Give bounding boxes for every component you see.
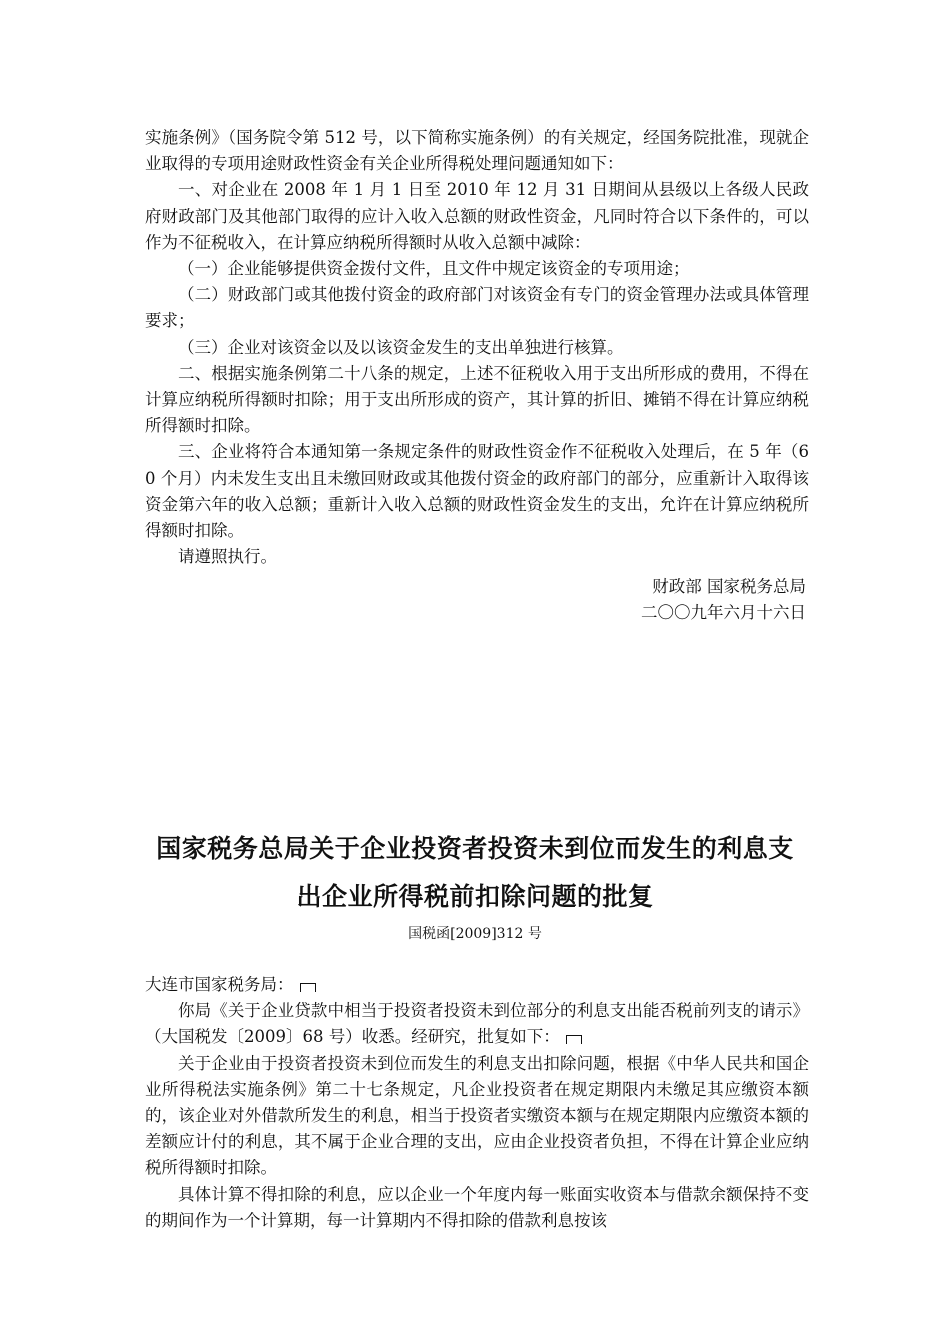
reply-paragraph-1	[145, 998, 809, 1050]
reply-paragraph-3: 具体计算不得扣除的利息，应以企业一个年度内每一账面实收资本与借款余额保持不变的期间作为一个计算期，每一计算期内不得扣除的借款利息按该	[145, 1184, 809, 1230]
notice-paragraph-4: （三）企业对该资金以及以该资金发生的支出单独进行核算。	[178, 337, 624, 357]
reply-paragraph-0-text: 大连市国家税务局：	[145, 975, 294, 994]
reply-paragraph-0	[145, 972, 809, 998]
paragraph-mark-icon	[566, 1035, 582, 1044]
signature-organization: 财政部 国家税务总局	[652, 577, 806, 596]
notice-paragraph-6: 三、企业将符合本通知第一条规定条件的财政性资金作不征税收入处理后，在 5 年（60 个月）内未发生支出且未缴回财政或其他拨付资金的政府部门的部分，应重新计入取得该资金第六年的收入总额；重新计入收入总额的财政性资金发生的支出，允许在计算应纳税所得额时扣除。	[145, 442, 809, 541]
document-number: 国税函[2009]312 号	[408, 926, 542, 942]
notice-paragraph-2: （一）企业能够提供资金拨付文件，且文件中规定该资金的专项用途；	[178, 259, 690, 279]
notice-paragraph-7: 请遵照执行。	[178, 547, 277, 567]
notice-paragraph-3: （二）财政部门或其他拨付资金的政府部门对该资金有专门的资金管理办法或具体管理要求；	[145, 285, 809, 331]
paragraph-mark-icon	[300, 983, 316, 992]
reply-body	[145, 972, 809, 1234]
signature-date: 二〇〇九年六月十六日	[641, 603, 806, 622]
notice-body	[145, 125, 809, 570]
notice-paragraph-5: 二、根据实施条例第二十八条的规定，上述不征税收入用于支出所形成的费用，不得在计算应纳税所得额时扣除；用于支出所形成的资产，其计算的折旧、摊销不得在计算应纳税所得额时扣除。	[145, 363, 809, 436]
notice-paragraph-1: 一、对企业在 2008 年 1 月 1 日至 2010 年 12 月 31 日期间从县级以上各级人民政府财政部门及其他部门取得的应计入收入总额的财政性资金，凡同时符合以下条件的，可以作为不征税收入，在计算应纳税所得额时从收入总额中减除：	[145, 180, 809, 252]
reply-title-line-2: 出企业所得税前扣除问题的批复	[296, 882, 654, 911]
reply-paragraph-2: 关于企业由于投资者投资未到位而发生的利息支出扣除问题，根据《中华人民共和国企业所得税法实施条例》第二十七条规定，凡企业投资者在规定期限内未缴足其应缴资本额的，该企业对外借款所发生的利息，相当于投资者实缴资本额与在规定期限内应缴资本额的差额应计付的利息，其不属于企业合理的支出，应由企业投资者负担，不得在计算企业应纳税所得额时扣除。	[145, 1053, 809, 1178]
reply-title-line-1: 国家税务总局关于企业投资者投资未到位而发生的利息支	[156, 834, 794, 863]
reply-paragraph-1-text: 你局《关于企业贷款中相当于投资者投资未到位部分的利息支出能否税前列支的请示》（大国税发〔2009〕68 号）收悉。经研究，批复如下：	[145, 1001, 809, 1047]
notice-paragraph-0: 实施条例》（国务院令第 512 号，以下简称实施条例）的有关规定，经国务院批准，现就企业取得的专项用途财政性资金有关企业所得税处理问题通知如下：	[145, 128, 809, 174]
